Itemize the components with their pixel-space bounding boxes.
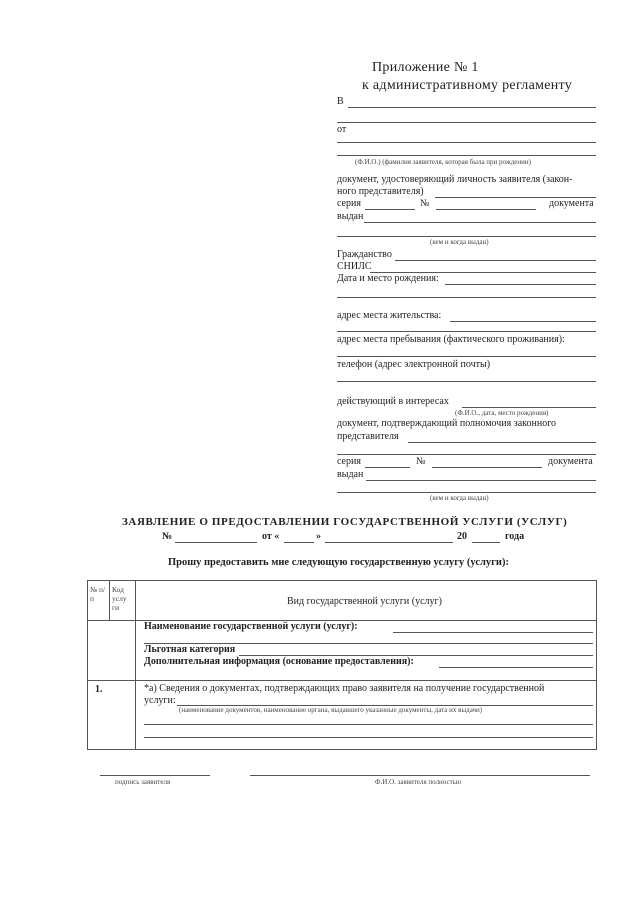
table-left-border bbox=[87, 580, 88, 750]
birth-field-2[interactable] bbox=[337, 297, 596, 298]
acting-field[interactable] bbox=[462, 407, 596, 408]
table-row-border bbox=[87, 680, 597, 681]
table-col-divider-2 bbox=[135, 580, 136, 750]
applicant-doc-line1: документ, удостоверяющий личность заявителя (закон- bbox=[337, 174, 573, 185]
rep-issued-caption: (кем и когда выдан) bbox=[430, 494, 489, 502]
statement-num-field[interactable] bbox=[175, 542, 257, 543]
table-right-border bbox=[596, 580, 597, 750]
docs-field-3[interactable] bbox=[144, 737, 593, 738]
statement-num-label: № bbox=[162, 531, 173, 542]
to-label: В bbox=[337, 96, 344, 107]
col-code-header: Код услу ги bbox=[112, 585, 127, 612]
from-label: от bbox=[337, 124, 347, 135]
applicant-series-field[interactable] bbox=[365, 209, 415, 210]
col-type-header: Вид государственной услуги (услуг) bbox=[287, 596, 442, 607]
residence-label: адрес места жительства: bbox=[337, 310, 442, 321]
service-name-field[interactable] bbox=[393, 632, 593, 633]
regulation-subtitle: к административному регламенту bbox=[362, 78, 573, 93]
acting-caption: (Ф.И.О., дата, место рождения) bbox=[455, 409, 549, 417]
rep-issued-field[interactable] bbox=[366, 480, 596, 481]
signature-field[interactable] bbox=[100, 775, 210, 776]
birth-field[interactable] bbox=[445, 284, 596, 285]
applicant-issued-caption: (кем и когда выдан) bbox=[430, 238, 489, 246]
statement-year-field[interactable] bbox=[472, 542, 500, 543]
acting-label: действующий в интересах bbox=[337, 396, 449, 407]
applicant-issued-field[interactable] bbox=[364, 222, 596, 223]
request-text: Прошу предоставить мне следующую государственную услугу (услуги): bbox=[168, 557, 509, 568]
to-field-2[interactable] bbox=[337, 122, 596, 123]
rep-doc-field[interactable] bbox=[408, 442, 596, 443]
statement-year-prefix: 20 bbox=[457, 531, 467, 542]
services-table bbox=[87, 580, 597, 750]
rep-issued-label: выдан bbox=[337, 469, 364, 480]
table-bottom-border bbox=[87, 749, 597, 750]
rep-number-field[interactable] bbox=[432, 467, 542, 468]
table-col-divider-1 bbox=[109, 580, 110, 620]
docs-line2: услуги: bbox=[144, 695, 176, 706]
phone-field[interactable] bbox=[337, 381, 596, 382]
appendix-title: Приложение № 1 bbox=[372, 60, 479, 75]
statement-close-quote: » bbox=[316, 531, 321, 542]
statement-from-label: от « bbox=[262, 531, 280, 542]
applicant-series-label: серия bbox=[337, 198, 361, 209]
rep-doc-line2: представителя bbox=[337, 431, 399, 442]
applicant-issued-field-2[interactable] bbox=[337, 236, 596, 237]
signature-caption: подпись заявителя bbox=[115, 778, 171, 786]
fio-caption: (Ф.И.О.) (фамилия заявителя, которая была при рождении) bbox=[355, 158, 531, 166]
additional-info-label: Дополнительная информация (основание предоставления): bbox=[144, 656, 414, 667]
residence-field[interactable] bbox=[450, 321, 596, 322]
docs-line1: *а) Сведения о документах, подтверждающих право заявителя на получение государственной bbox=[144, 683, 545, 694]
benefit-label: Льготная категория bbox=[144, 644, 236, 655]
rep-series-field[interactable] bbox=[365, 467, 410, 468]
statement-day-field[interactable] bbox=[284, 542, 314, 543]
docs-field-2[interactable] bbox=[144, 724, 593, 725]
col-num-header: № п/ п bbox=[90, 585, 106, 603]
applicant-doc-line2: ного представителя) bbox=[337, 186, 424, 197]
citizenship-field[interactable] bbox=[395, 260, 596, 261]
statement-title: ЗАЯВЛЕНИЕ О ПРЕДОСТАВЛЕНИИ ГОСУДАРСТВЕННОЙ УСЛУГИ (УСЛУГ) bbox=[122, 516, 568, 528]
additional-info-field[interactable] bbox=[439, 667, 593, 668]
phone-label: телефон (адрес электронной почты) bbox=[337, 359, 491, 370]
fio-field[interactable] bbox=[250, 775, 590, 776]
rep-number-label: № bbox=[416, 456, 426, 467]
from-field-2[interactable] bbox=[337, 155, 596, 156]
stay-address-label: адрес места пребывания (фактического проживания): bbox=[337, 334, 565, 345]
from-field[interactable] bbox=[337, 142, 596, 143]
statement-month-field[interactable] bbox=[325, 542, 453, 543]
to-field[interactable] bbox=[348, 107, 596, 108]
citizenship-label: Гражданство bbox=[337, 249, 392, 260]
table-top-border bbox=[87, 580, 597, 581]
row-number: 1. bbox=[95, 684, 103, 695]
rep-series-label: серия bbox=[337, 456, 361, 467]
applicant-number-field[interactable] bbox=[436, 209, 536, 210]
applicant-number-label: № bbox=[420, 198, 430, 209]
birth-label: Дата и место рождения: bbox=[337, 273, 439, 284]
snils-label: СНИЛС bbox=[337, 261, 372, 272]
docs-caption: (наименование документов, наименование органа, выдавшего указанные документы, дата их выдачи) bbox=[179, 706, 483, 714]
service-name-label: Наименование государственной услуги (услуг): bbox=[144, 621, 358, 632]
applicant-doc-label: документа bbox=[549, 198, 594, 209]
applicant-issued-label: выдан bbox=[337, 211, 364, 222]
statement-year-suffix: года bbox=[505, 531, 525, 542]
rep-doc-field-2[interactable] bbox=[337, 454, 596, 455]
rep-doc-line1: документ, подтверждающий полномочия законного bbox=[337, 418, 557, 429]
residence-field-2[interactable] bbox=[337, 331, 596, 332]
footer-fio-caption: Ф.И.О. заявителя полностью bbox=[375, 778, 462, 786]
rep-doc-label: документа bbox=[548, 456, 593, 467]
stay-address-field[interactable] bbox=[337, 356, 596, 357]
rep-issued-field-2[interactable] bbox=[337, 492, 596, 493]
